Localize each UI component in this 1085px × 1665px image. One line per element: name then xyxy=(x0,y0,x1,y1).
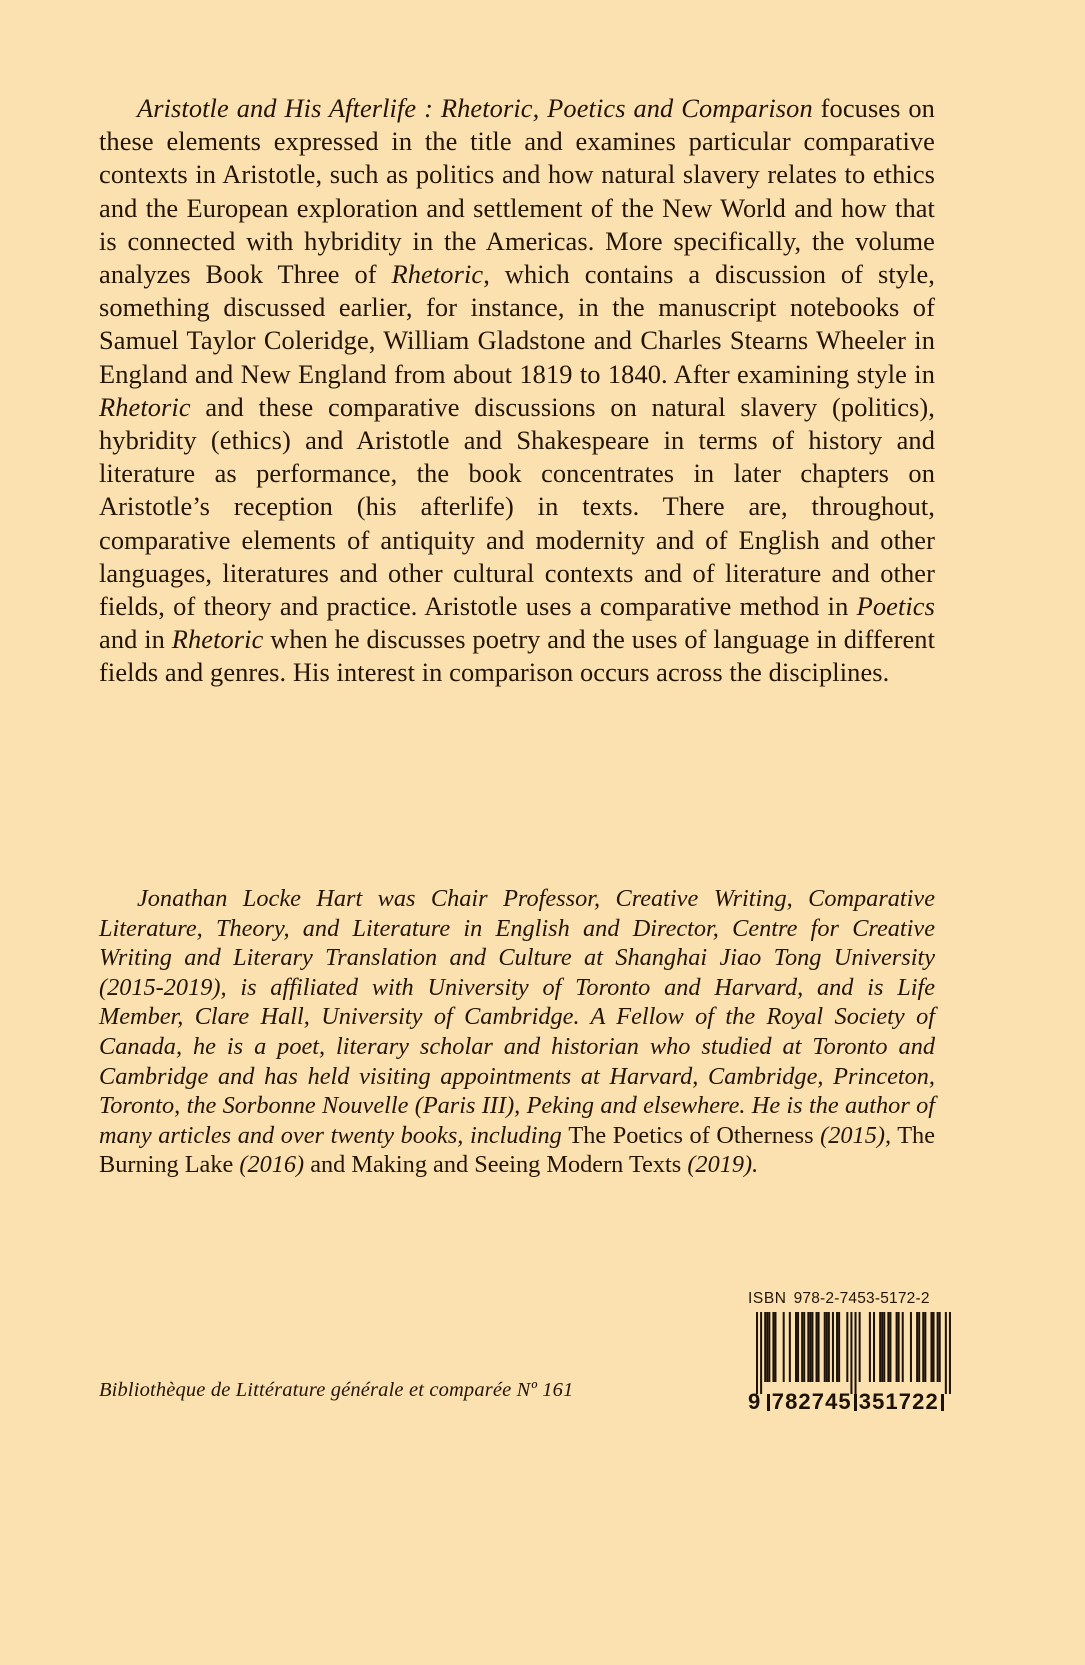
rhetoric-title-2: Rhetoric xyxy=(99,391,191,422)
barcode-lead-digit: 9 xyxy=(748,1389,761,1414)
series-footer-line: Bibliothèque de Littérature générale et comparée Nº 161 xyxy=(99,1379,574,1401)
bio-book-year-1: (2015), xyxy=(813,1121,892,1149)
blurb-segment-4: and in xyxy=(99,624,172,655)
bio-book-title-2: The Burning Lake xyxy=(99,1121,935,1179)
barcode-guard-middle xyxy=(854,1394,857,1411)
bio-connector-and: and xyxy=(310,1151,346,1179)
bio-book-year-3: (2019). xyxy=(681,1151,759,1179)
blurb-segment-2: , which contains a discussion of style, something discussed earlier, for instance, in the manuscript notebooks of Samuel Taylor Coleridge, William Gladstone and Charles Stearns Wheeler in England and New England from about 1819 to 1840. After examining style in xyxy=(99,259,935,389)
blurb-segment-3: and these comparative discussions on natural slavery (politics), hybridity (ethics) and Aristotle and Shakespeare in terms of history and literature as performance, the book concentrates in later chapters on Aristotle’s reception (his afterlife) in texts. There are, throughout, comparative elements of antiquity and modernity and of English and other languages, literatures and other cultural contexts and of literature and other fields, of theory and practice. Aristotle uses a comparative method in xyxy=(99,391,935,622)
bio-segment-1: Jonathan Locke Hart was Chair Professor, Creative Writing, Comparative Literature, Theory, and Literature in English and Director, Centre for Creative Writing and Literary Translation and Culture at Shanghai Jiao Tong University (2015-2019), is affiliated with University of Toronto and Harvard, and is Life Member, Clare Hall, University of Cambridge. A Fellow of the Royal Society of Canada, he is a poet, literary scholar and historian who studied at Toronto and Cambridge and has held visiting appointments at Harvard, Cambridge, Princeton, Toronto, the Sorbonne Nouvelle (Paris III), Peking and elsewhere. He is the author of many articles and over twenty books, including xyxy=(99,885,935,1149)
barcode-guard-left xyxy=(767,1394,770,1411)
isbn-label: ISBN xyxy=(748,1290,787,1307)
poetics-title: Poetics xyxy=(856,591,935,622)
blurb-segment-5: when he discusses poetry and the uses of language in different fields and genres. His interest in comparison occurs across the disciplines. xyxy=(99,624,936,688)
barcode-group-2: 351722 xyxy=(858,1389,939,1414)
book-title-italic: Aristotle and His Afterlife : Rhetoric, Poetics and Comparison xyxy=(137,93,813,123)
bio-book-year-2: (2016) xyxy=(233,1151,311,1179)
blurb-segment-1: focuses on these elements expressed in the title and examines particular comparative contexts in Aristotle, such as politics and how natural slavery relates to ethics and the European exploration and settlement of the New World and how that is connected with hybridity in the Americas. More specifically, the volume analyzes Book Three of xyxy=(99,93,935,290)
barcode-group-1: 782745 xyxy=(771,1389,852,1414)
bio-book-title-1: The Poetics of Otherness xyxy=(568,1121,814,1149)
isbn-number: 978-2-7453-5172-2 xyxy=(793,1290,930,1307)
book-description-paragraph xyxy=(99,92,935,690)
barcode-wrap xyxy=(748,1312,951,1412)
rhetoric-title-3: Rhetoric xyxy=(171,624,264,655)
author-biography-paragraph xyxy=(99,884,935,1180)
rhetoric-title-1: Rhetoric xyxy=(391,259,484,290)
isbn-caption xyxy=(748,1290,951,1308)
barcode-guard-right xyxy=(941,1394,944,1411)
isbn-barcode-block xyxy=(748,1290,951,1412)
ean13-barcode-icon xyxy=(756,1312,951,1394)
barcode-digits xyxy=(748,1389,951,1415)
bio-book-title-3: Making and Seeing Modern Texts xyxy=(345,1151,682,1179)
